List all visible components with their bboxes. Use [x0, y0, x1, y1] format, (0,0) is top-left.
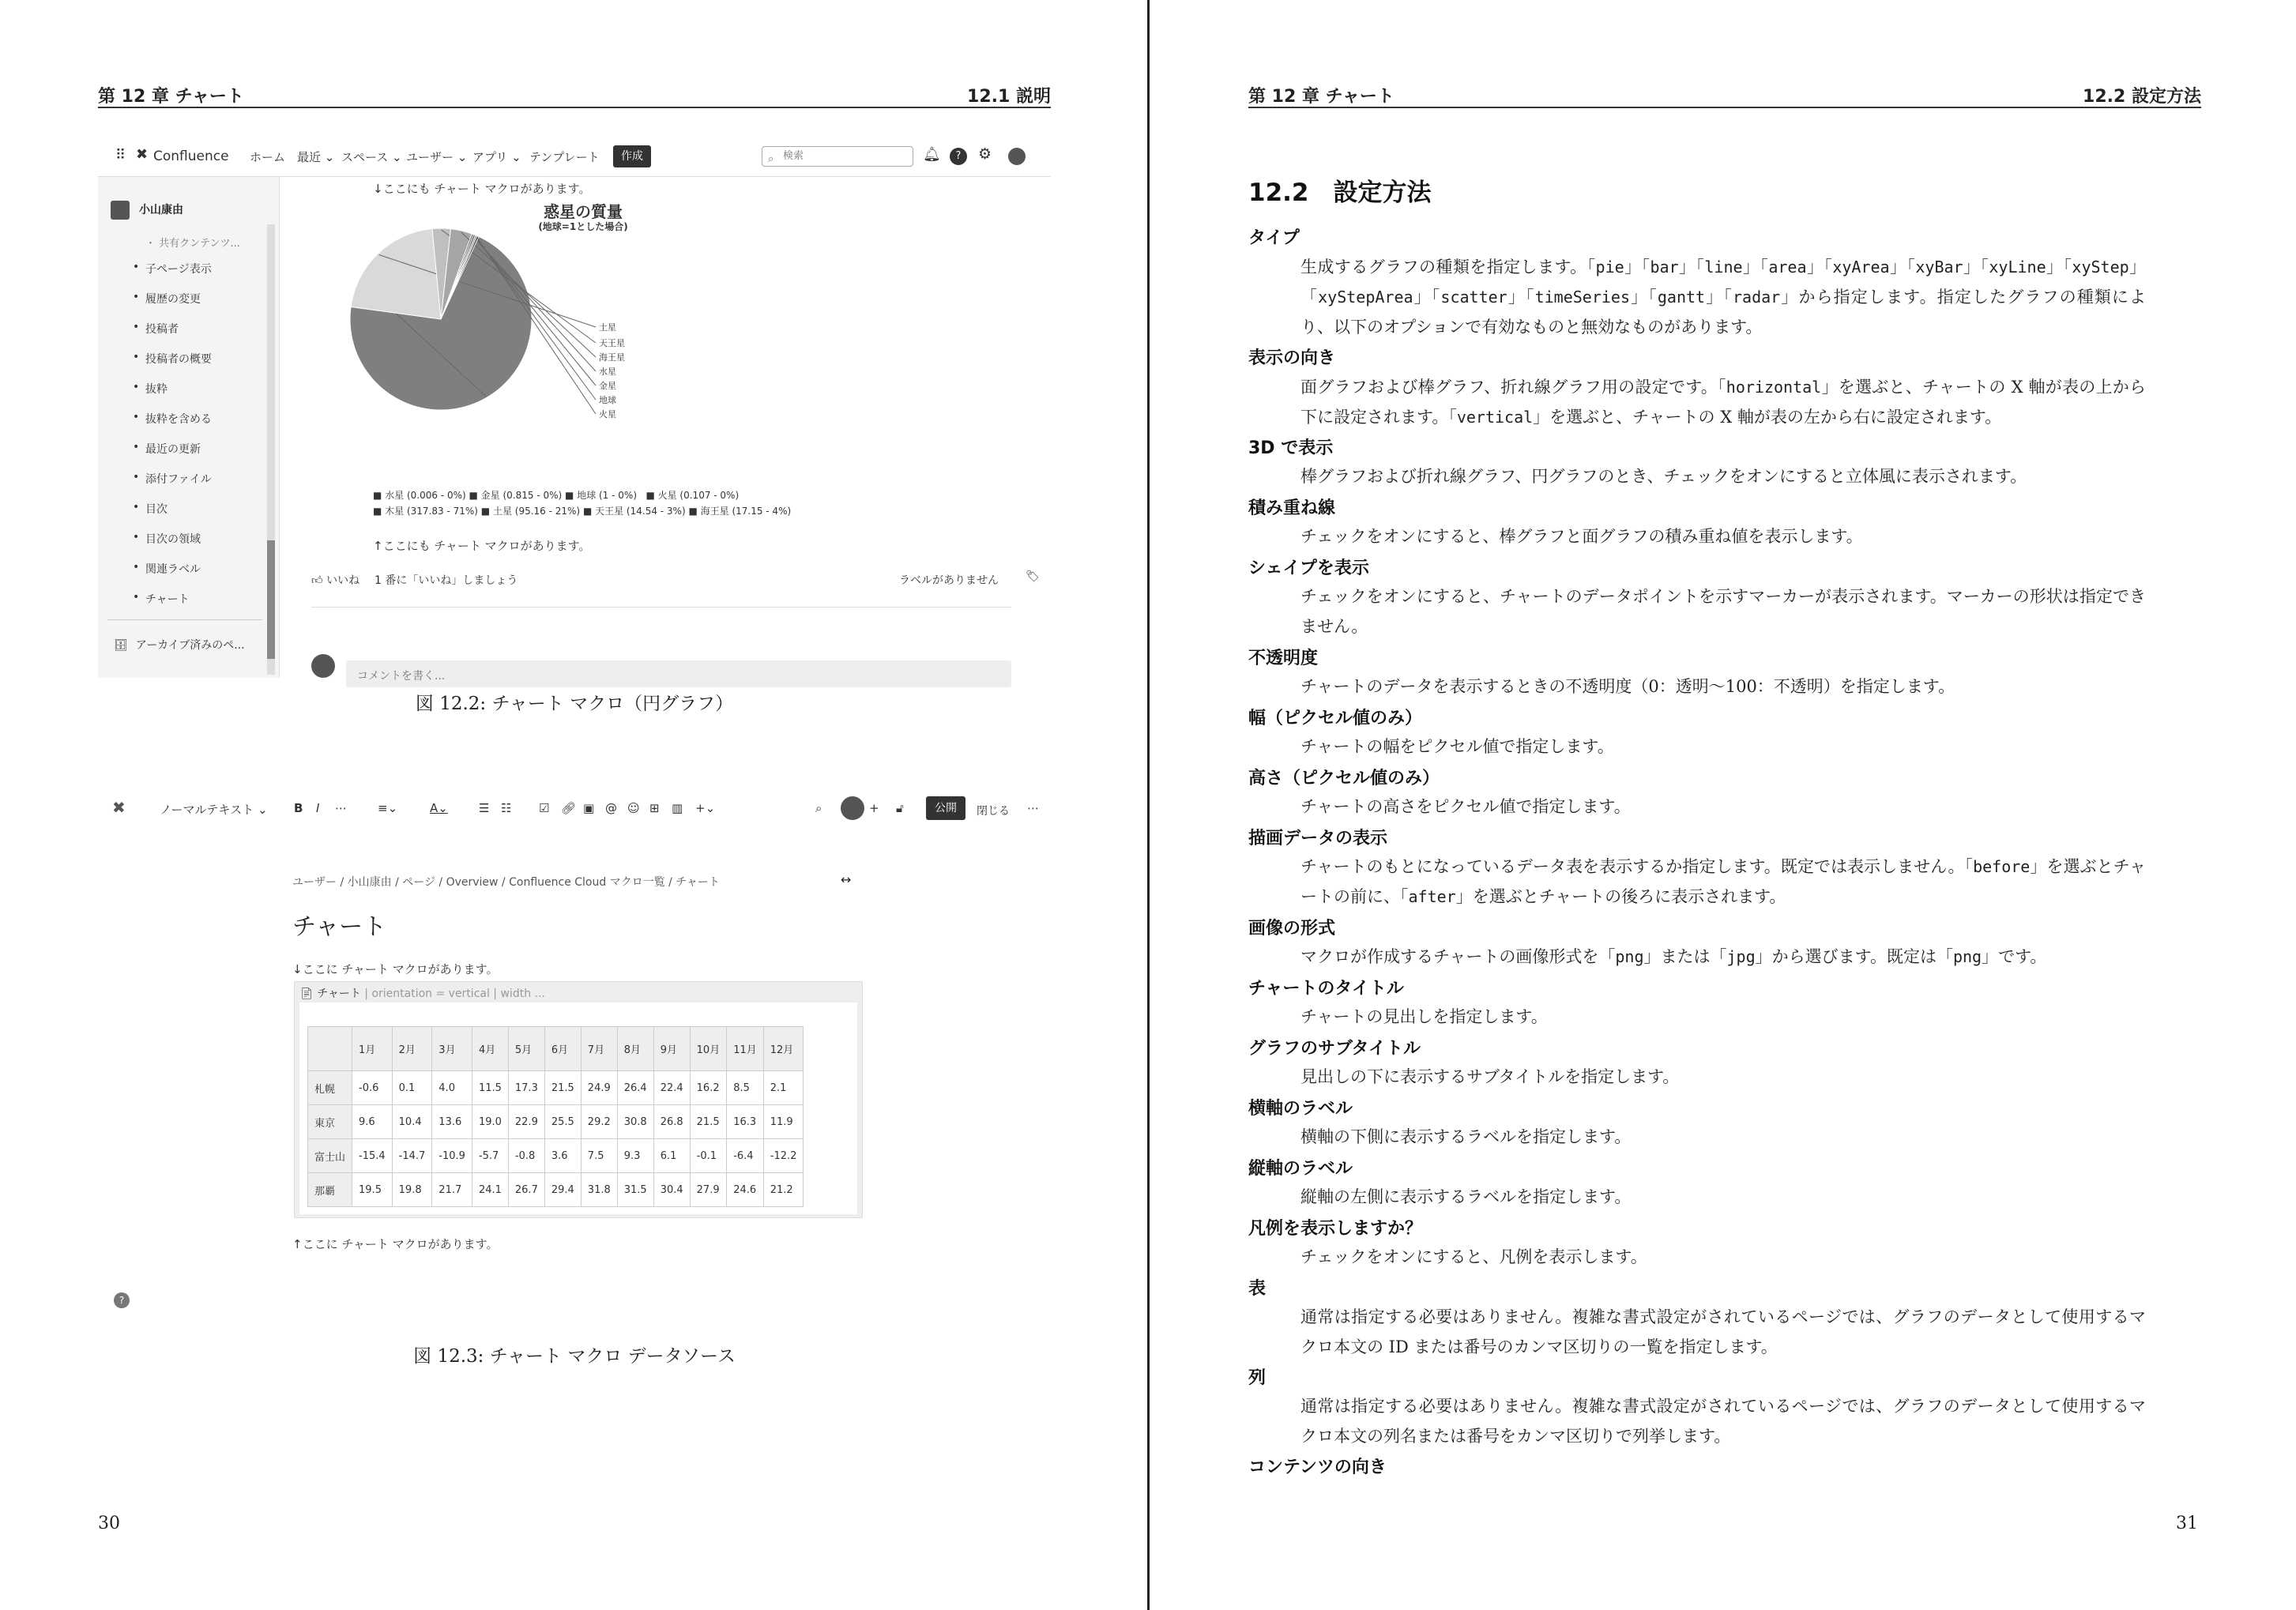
thumbs-up-icon: 👍︎ [311, 574, 323, 587]
search-icon[interactable]: ⌕ [815, 801, 822, 815]
link-icon[interactable]: 🔗︎ [561, 801, 577, 815]
table-header-cell[interactable]: 8月 [617, 1027, 653, 1071]
term: 高さ（ピクセル値のみ） [1248, 769, 1440, 788]
table-cell[interactable]: 19.0 [472, 1105, 508, 1139]
insert-icon[interactable]: +⌄ [695, 801, 716, 815]
avatar [311, 654, 335, 678]
help-icon[interactable]: ? [114, 1292, 130, 1308]
archive-icon: 🗄︎ [114, 639, 128, 652]
sidebar-item[interactable]: • 目次 [145, 501, 167, 517]
table-header-cell[interactable]: 7月 [581, 1027, 617, 1071]
table-cell[interactable]: 21.5 [544, 1071, 581, 1105]
expand-width-icon[interactable]: ↔ [841, 872, 852, 887]
table-cell[interactable]: 17.3 [508, 1071, 544, 1105]
table-cell[interactable]: 24.6 [727, 1173, 764, 1207]
publish-button[interactable]: 公開 [926, 796, 965, 820]
page-content [307, 177, 1051, 683]
divider [107, 619, 262, 620]
chapter-title: 第 12 章 チャート [98, 87, 244, 107]
table-cell[interactable]: -10.9 [432, 1139, 472, 1173]
avatar[interactable] [1008, 148, 1026, 165]
table-cell[interactable]: 19.8 [392, 1173, 432, 1207]
term: 列 [1248, 1368, 1267, 1388]
emoji-icon[interactable]: ☺ [627, 801, 640, 815]
term-description: 面グラフおよび棒グラフ、折れ線グラフ用の設定です。「horizontal」を選ぶと、チャートの X 軸が表の上から下に設定されます。「vertical」を選ぶと、チャートの X 軸が表の左から右に設定されます。 [1300, 378, 2147, 427]
macro-icon: 📄︎ [299, 987, 314, 1000]
table-cell[interactable]: 24.9 [581, 1071, 617, 1105]
term-description: 棒グラフおよび折れ線グラフ、円グラフのとき、チェックをオンにすると立体風に表示されます。 [1300, 467, 2027, 486]
table-cell[interactable]: 21.5 [690, 1105, 727, 1139]
table-header-cell[interactable]: 12月 [763, 1027, 804, 1071]
term: コンテンツの向き [1248, 1458, 1387, 1477]
archive-label: アーカイブ済みのペ... [135, 639, 245, 652]
table-cell[interactable]: -12.2 [763, 1139, 804, 1173]
page-title[interactable]: チャート [292, 913, 387, 941]
table-cell[interactable]: -0.8 [508, 1139, 544, 1173]
table-cell[interactable]: -15.4 [352, 1139, 393, 1173]
note-top[interactable]: ↓ここに チャート マクロがあります。 [292, 962, 499, 976]
table-cell[interactable]: 21.2 [763, 1173, 804, 1207]
sidebar-item[interactable]: • チャート [145, 591, 190, 607]
table-row [308, 1105, 804, 1139]
table-header-cell[interactable]: 6月 [544, 1027, 581, 1071]
term: 縦軸のラベル [1248, 1159, 1353, 1179]
table-row [308, 1173, 804, 1207]
term: 幅（ピクセル値のみ） [1248, 709, 1423, 728]
macro-label: チャート [317, 987, 361, 1000]
app-switcher-icon[interactable]: ⠿ [115, 147, 126, 164]
table-cell[interactable]: 9.6 [352, 1105, 393, 1139]
legend-item: ■ 天王星 (14.54 - 3%) [582, 506, 686, 517]
confluence-page-screenshot [98, 136, 1051, 683]
chart-legend-row-1 [373, 488, 739, 502]
term: 表示の向き [1248, 348, 1336, 368]
table-header-cell[interactable]: 10月 [690, 1027, 727, 1071]
comment-placeholder: コメントを書く... [357, 670, 446, 683]
archived-pages-link[interactable] [114, 637, 245, 653]
sidebar-item[interactable]: • 関連ラベル [145, 561, 201, 577]
sidebar-item[interactable]: • 抜粋 [145, 381, 167, 397]
term-description: 横軸の下側に表示するラベルを指定します。 [1300, 1127, 1632, 1146]
table-cell[interactable]: 30.4 [653, 1173, 690, 1207]
restrictions-icon[interactable]: 🔓︎ [896, 801, 904, 815]
sidebar-item[interactable]: • 目次の領域 [145, 531, 201, 547]
table-cell[interactable]: 19.5 [352, 1173, 393, 1207]
table-cell[interactable]: 22.4 [653, 1071, 690, 1105]
align-icon[interactable]: ≡⌄ [378, 801, 398, 815]
left-page [0, 0, 1147, 1610]
text-style-dropdown[interactable]: ノーマルテキスト ⌄ [160, 803, 268, 817]
table-cell[interactable]: 11.5 [472, 1071, 508, 1105]
nav-home[interactable]: ホーム [250, 150, 286, 164]
table-header-row [308, 1027, 804, 1071]
data-table[interactable] [307, 1026, 804, 1207]
slice-label: 土星 [599, 322, 616, 333]
table-cell[interactable]: 29.2 [581, 1105, 617, 1139]
note-bottom[interactable]: ↑ここに チャート マクロがあります。 [292, 1237, 499, 1251]
no-labels: ラベルがありません [899, 574, 999, 587]
term: タイプ [1248, 228, 1300, 248]
comment-input[interactable] [346, 660, 1011, 687]
table-cell[interactable]: 16.2 [690, 1071, 727, 1105]
label-icon[interactable]: 🏷︎ [1026, 570, 1040, 583]
pie-slice [351, 229, 441, 319]
term: 横軸のラベル [1248, 1099, 1353, 1119]
chart-legend-row-2 [373, 504, 791, 517]
legend-item: ■ 水星 (0.006 - 0%) [373, 490, 466, 501]
term: 不透明度 [1248, 649, 1319, 668]
task-icon[interactable]: ☑ [539, 801, 550, 815]
numbered-list-icon[interactable]: ☷ [501, 801, 512, 815]
like-prompt: 1 番に「いいね」しましょう [375, 574, 518, 587]
sidebar-item[interactable]: • 最近の更新 [145, 441, 201, 457]
table-cell[interactable]: 31.5 [617, 1173, 653, 1207]
term: 3D で表示 [1248, 438, 1334, 458]
table-cell[interactable]: 東京 [308, 1105, 352, 1139]
table-cell[interactable]: 0.1 [392, 1071, 432, 1105]
figure-caption: 図 12.3: チャート マクロ データソース [413, 1346, 736, 1367]
term: シェイプを表示 [1248, 559, 1369, 578]
table-cell[interactable]: 2.1 [763, 1071, 804, 1105]
section-heading: 12.2 設定方法 [1248, 179, 1432, 207]
table-cell[interactable]: 札幌 [308, 1071, 352, 1105]
nav-apps[interactable]: アプリ ⌄ [472, 150, 521, 164]
term-description: チェックをオンにすると、棒グラフと面グラフの積み重ね値を表示します。 [1300, 527, 1863, 546]
slice-label: 地球 [599, 395, 616, 405]
term-description: 通常は指定する必要はありません。複雑な書式設定がされているページでは、グラフのデータとして使用するマクロ本文の列名または番号をカンマ区切りで列挙します。 [1300, 1397, 2146, 1446]
table-header-cell[interactable]: 3月 [432, 1027, 472, 1071]
term-description: チャートの高さをピクセル値で指定します。 [1300, 797, 1631, 816]
term-description: 見出しの下に表示するサブタイトルを指定します。 [1300, 1067, 1680, 1086]
slice-label: 金星 [599, 381, 616, 391]
avatar[interactable] [841, 796, 864, 820]
close-button[interactable]: 閉じる [977, 805, 1010, 818]
table-cell[interactable]: 30.8 [617, 1105, 653, 1139]
search-placeholder: 検索 [783, 150, 804, 162]
table-cell[interactable]: 25.5 [544, 1105, 581, 1139]
figure-caption: 図 12.2: チャート マクロ（円グラフ） [415, 694, 734, 714]
table-cell[interactable]: 富士山 [308, 1139, 352, 1173]
like-button[interactable] [311, 572, 359, 588]
term-description: チャートのデータを表示するときの不透明度（0：透明〜100：不透明）を指定します。 [1300, 677, 1955, 696]
sidebar-user-name: 小山康由 [139, 204, 183, 216]
sidebar-item[interactable]: • 添付ファイル [145, 471, 212, 487]
table-cell[interactable]: 3.6 [544, 1139, 581, 1173]
table-cell[interactable]: 6.1 [653, 1139, 690, 1173]
term: グラフのサブタイトル [1248, 1039, 1421, 1059]
bold-icon[interactable]: B [294, 801, 303, 815]
table-header-cell[interactable] [308, 1027, 352, 1071]
table-cell[interactable]: -0.6 [352, 1071, 393, 1105]
table-cell[interactable]: -5.7 [472, 1139, 508, 1173]
term-description: チャートの幅をピクセル値で指定します。 [1300, 737, 1614, 756]
term-description: チャートのもとになっているデータ表を表示するか指定します。既定では表示しません。「before」を選ぶとチャートの前に、「after」を選ぶとチャートの後ろに表示されます。 [1300, 857, 2146, 906]
macro-body [299, 1002, 857, 1214]
table-header-cell[interactable]: 5月 [508, 1027, 544, 1071]
slice-label: 火星 [599, 409, 616, 419]
slice-label: 天王星 [599, 338, 625, 348]
chart-subtitle: (地球=1とした場合) [538, 221, 628, 232]
settings-icon[interactable]: ⚙ [978, 145, 992, 163]
table-cell[interactable]: 4.0 [432, 1071, 472, 1105]
term-description: チャートの見出しを指定します。 [1300, 1007, 1548, 1026]
legend-item: ■ 金星 (0.815 - 0%) [469, 490, 563, 501]
table-header-cell[interactable]: 2月 [392, 1027, 432, 1071]
table-header-cell[interactable]: 11月 [727, 1027, 764, 1071]
page-divider [1147, 0, 1150, 1610]
legend-item: ■ 土星 (95.16 - 21%) [480, 506, 581, 517]
table-cell[interactable]: 21.7 [432, 1173, 472, 1207]
help-icon[interactable]: ? [950, 148, 967, 165]
layout-icon[interactable]: ▥ [672, 801, 683, 815]
term-description: 生成するグラフの種類を指定します。「pie」「bar」「line」「area」「xyArea」「xyBar」「xyLine」「xyStep」「xyStepArea」「scatter」「timeSeries」「gantt」「radar」から指定します。指定したグラフの種類により、以下のオプションで有効なものと無効なものがあります。 [1300, 258, 2147, 337]
table-cell[interactable]: 11.9 [763, 1105, 804, 1139]
sidebar-item[interactable]: • 投稿者の概要 [145, 351, 212, 367]
slice-label: 海王星 [599, 352, 625, 363]
table-icon[interactable]: ⊞ [649, 801, 660, 815]
table-cell[interactable]: -14.7 [392, 1139, 432, 1173]
table-cell[interactable]: 26.4 [617, 1071, 653, 1105]
table-cell[interactable]: 24.1 [472, 1173, 508, 1207]
term: 表 [1248, 1279, 1267, 1299]
page-number: 31 [2176, 1514, 2198, 1533]
slice-label: 水星 [599, 367, 616, 377]
table-cell[interactable]: 7.5 [581, 1139, 617, 1173]
create-button[interactable]: 作成 [613, 145, 651, 167]
legend-item: ■ 地球 (1 - 0%) [565, 490, 637, 501]
mention-icon[interactable]: @ [605, 801, 617, 815]
table-header-cell[interactable]: 1月 [352, 1027, 393, 1071]
more-formatting-icon[interactable]: ⋯ [335, 801, 347, 815]
table-cell[interactable]: 9.3 [617, 1139, 653, 1173]
nav-recent[interactable]: 最近 ⌄ [297, 150, 335, 164]
search-input[interactable] [762, 146, 913, 167]
section-title: 12.1 説明 [967, 87, 1051, 107]
table-cell[interactable]: 27.9 [690, 1173, 727, 1207]
confluence-logo-icon[interactable]: ✖ [136, 146, 149, 163]
divider [311, 607, 1011, 608]
table-row [308, 1071, 804, 1105]
note-top: ↓ここにも チャート マクロがあります。 [373, 182, 591, 196]
macro-params: | orientation = vertical | width ... [364, 987, 545, 1000]
running-header [98, 81, 1051, 108]
table-cell[interactable]: 10.4 [392, 1105, 432, 1139]
confluence-logo-icon[interactable]: ✖ [112, 798, 126, 817]
sidebar-item[interactable]: • 抜粋を含める [145, 411, 212, 427]
chart-macro[interactable] [294, 981, 863, 1218]
table-cell[interactable]: 22.9 [508, 1105, 544, 1139]
term: 描画データの表示 [1248, 829, 1388, 848]
table-header-cell[interactable]: 4月 [472, 1027, 508, 1071]
table-header-cell[interactable]: 9月 [653, 1027, 690, 1071]
macro-header [299, 985, 545, 1001]
table-cell[interactable]: 29.4 [544, 1173, 581, 1207]
table-cell[interactable]: 16.3 [727, 1105, 764, 1139]
sidebar-item[interactable]: • 子ページ表示 [145, 261, 212, 276]
table-cell[interactable]: -6.4 [727, 1139, 764, 1173]
nav-users[interactable]: ユーザー ⌄ [406, 150, 468, 164]
pie-chart [307, 224, 749, 419]
confluence-editor-screenshot [98, 781, 1051, 1318]
table-cell[interactable]: 26.8 [653, 1105, 690, 1139]
text-color-icon[interactable]: A⌄ [430, 801, 448, 815]
notification-icon[interactable]: 🔔︎ [923, 146, 941, 163]
sidebar-item[interactable]: • 投稿者 [145, 321, 179, 337]
like-label: いいね [326, 574, 360, 587]
table-cell[interactable]: 31.8 [581, 1173, 617, 1207]
legend-item: ■ 木星 (317.83 - 71%) [373, 506, 478, 517]
table-cell[interactable]: 那覇 [308, 1173, 352, 1207]
table-cell[interactable]: 26.7 [508, 1173, 544, 1207]
bullet-list-icon[interactable]: ☰ [479, 801, 490, 815]
avatar [111, 201, 130, 220]
page-number: 30 [98, 1514, 120, 1533]
section-title: 12.2 設定方法 [2083, 87, 2201, 107]
legend-item: ■ 火星 (0.107 - 0%) [646, 490, 740, 501]
term-description: 通常は指定する必要はありません。複雑な書式設定がされているページでは、グラフのデータとして使用するマクロ本文の ID または番号のカンマ区切りの一覧を指定します。 [1300, 1307, 2146, 1356]
right-page [1150, 0, 2296, 1610]
note-bottom: ↑ここにも チャート マクロがあります。 [373, 539, 591, 553]
chapter-title: 第 12 章 チャート [1248, 87, 1395, 107]
app-name[interactable]: Confluence [153, 149, 229, 164]
term-description: チェックをオンにすると、チャートのデータポイントを示すマーカーが表示されます。マーカーの形状は指定できません。 [1300, 587, 2146, 636]
term: 積み重ね線 [1248, 498, 1336, 518]
table-cell[interactable]: -0.1 [690, 1139, 727, 1173]
sidebar-user[interactable] [111, 201, 183, 220]
term-description: チェックをオンにすると、凡例を表示します。 [1300, 1247, 1647, 1266]
sidebar-item[interactable]: • 履歴の変更 [145, 291, 201, 307]
image-icon[interactable]: ▣ [583, 801, 595, 815]
sidebar-item-truncated[interactable]: ・ 共有クンテンツ... [145, 238, 240, 250]
search-icon: ⌕ [768, 153, 774, 165]
legend-item: ■ 海王星 (17.15 - 4%) [688, 506, 792, 517]
sidebar-scrollbar[interactable] [267, 224, 275, 675]
nav-templates[interactable]: テンプレート [529, 150, 600, 164]
breadcrumb[interactable]: ユーザー / 小山康由 / ページ / Overview / Confluence Cloud マクロ一覧 / チャート [292, 876, 720, 889]
running-header [1248, 81, 2201, 108]
more-icon[interactable]: ⋯ [1027, 801, 1039, 815]
invite-icon[interactable]: + [869, 801, 879, 815]
term: 画像の形式 [1248, 919, 1336, 939]
table-cell[interactable]: 8.5 [727, 1071, 764, 1105]
term: 凡例を表示しますか？ [1248, 1219, 1423, 1239]
space-sidebar [98, 177, 280, 678]
table-row [308, 1139, 804, 1173]
top-navigation [98, 136, 1051, 177]
italic-icon[interactable]: I [316, 801, 320, 815]
nav-spaces[interactable]: スペース ⌄ [341, 150, 402, 164]
term: チャートのタイトル [1248, 979, 1404, 999]
chart-title: 惑星の質量 [544, 202, 623, 221]
scrollbar-thumb[interactable] [267, 540, 275, 659]
term-description: 縦軸の左側に表示するラベルを指定します。 [1300, 1187, 1632, 1206]
table-cell[interactable]: 13.6 [432, 1105, 472, 1139]
term-description: マクロが作成するチャートの画像形式を「png」または「jpg」から選びます。既定は「png」です。 [1300, 947, 2047, 966]
